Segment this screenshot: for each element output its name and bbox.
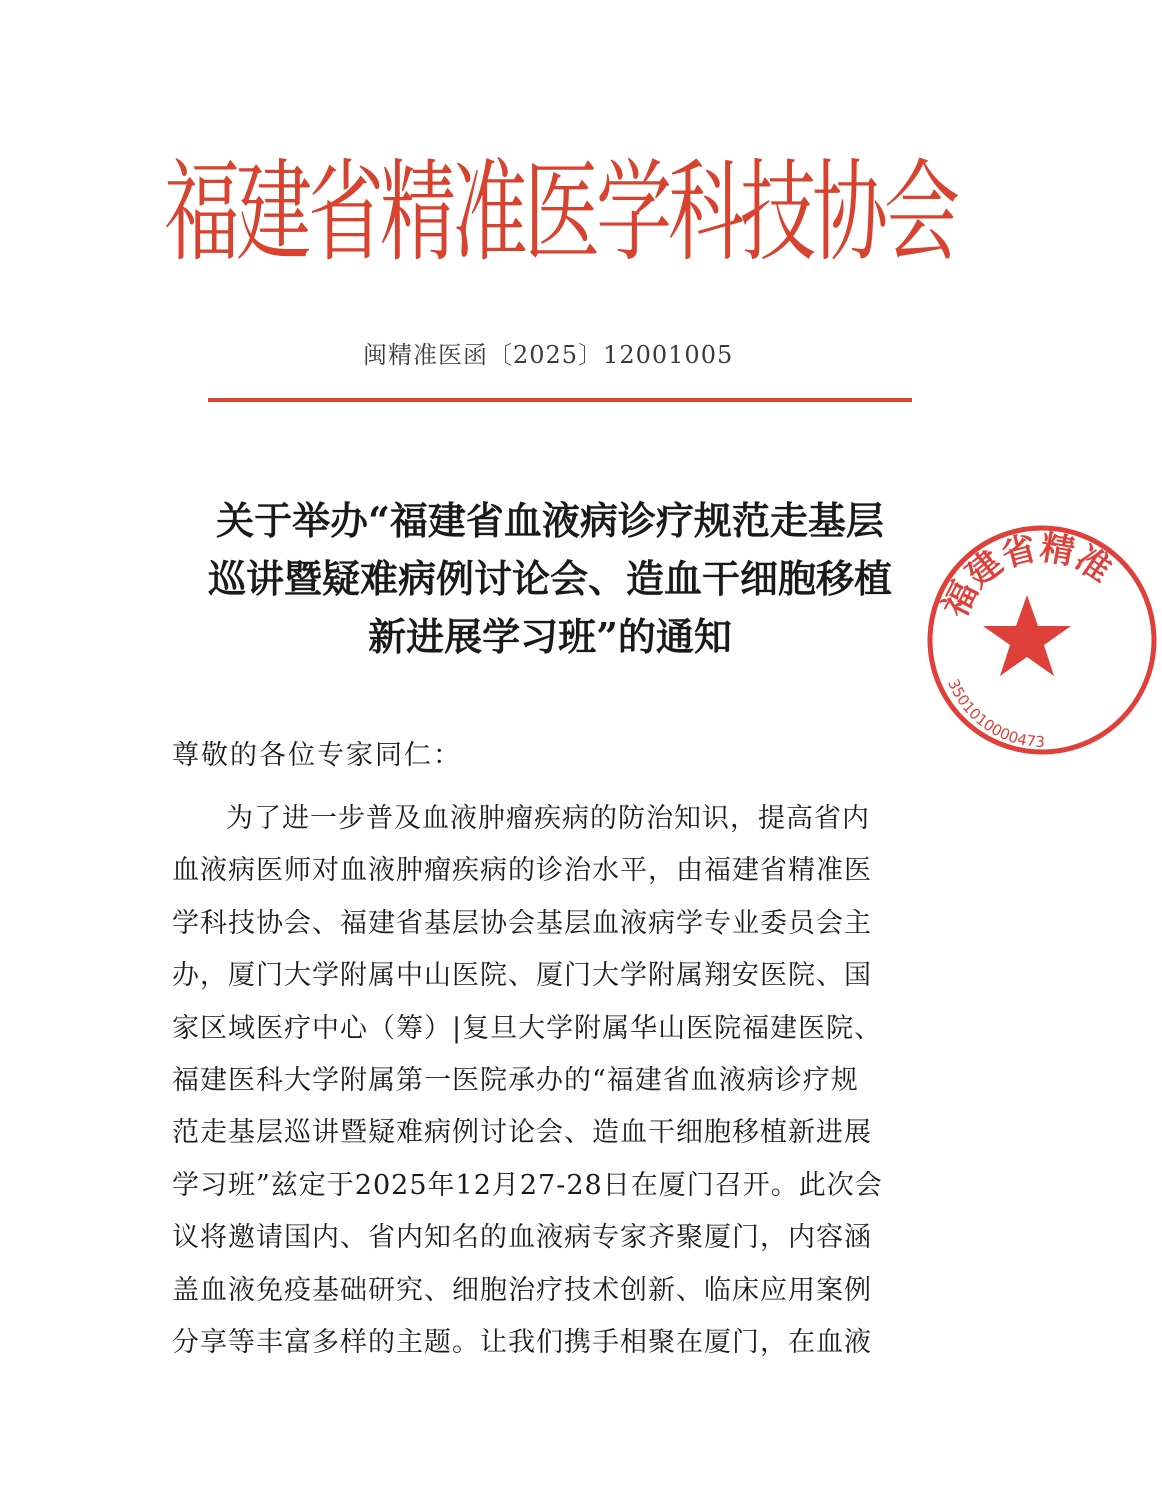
body-line: 学习班”兹定于2025年12月27-28日在厦门召开。此次会 (172, 1169, 883, 1201)
organization-name: 福建省精准医学科技协会 (164, 147, 956, 277)
seal-star-icon (983, 595, 1071, 676)
header-divider (208, 398, 912, 402)
official-seal (922, 520, 1162, 760)
body-line: 血液病医师对血液肿瘤疾病的诊治水平，由福建省精准医 (172, 855, 872, 887)
body-line: 家区域医疗中心（筹）|复旦大学附属华山医院福建医院、 (172, 1012, 883, 1044)
title-line: 新进展学习班”的通知 (368, 614, 732, 659)
body-line: 办，厦门大学附属中山医院、厦门大学附属翔安医院、国 (172, 960, 872, 992)
seal-text: 福建省精准 (935, 527, 1119, 624)
organization-header (164, 138, 956, 277)
body-line: 为了进一步普及血液肿瘤疾病的防治知识，提高省内 (226, 803, 870, 834)
notice-title (190, 492, 910, 666)
body-line: 议将邀请国内、省内知名的血液病专家齐聚厦门，内容涵 (172, 1222, 872, 1254)
body-line: 学科技协会、福建省基层协会基层血液病学专业委员会主 (172, 907, 872, 939)
body-paragraph (172, 793, 912, 1369)
body-line: 范走基层巡讲暨疑难病例讨论会、造血干细胞移植新进展 (172, 1117, 872, 1149)
title-line: 巡讲暨疑难病例讨论会、造血干细胞移植 (207, 556, 892, 601)
body-line: 福建医科大学附属第一医院承办的“福建省血液病诊疗规 (172, 1065, 859, 1097)
seal-code: 3501010000473 (944, 676, 1046, 752)
body-line: 盖血液免疫基础研究、细胞治疗技术创新、临床应用案例 (172, 1274, 872, 1306)
salutation: 尊敬的各位专家同仁： (172, 740, 462, 771)
title-line: 关于举办“福建省血液病诊疗规范走基层 (216, 498, 884, 543)
body-line: 分享等丰富多样的主题。让我们携手相聚在厦门，在血液 (172, 1327, 872, 1359)
document-number: 闽精准医函〔2025〕12001005 (363, 341, 734, 369)
